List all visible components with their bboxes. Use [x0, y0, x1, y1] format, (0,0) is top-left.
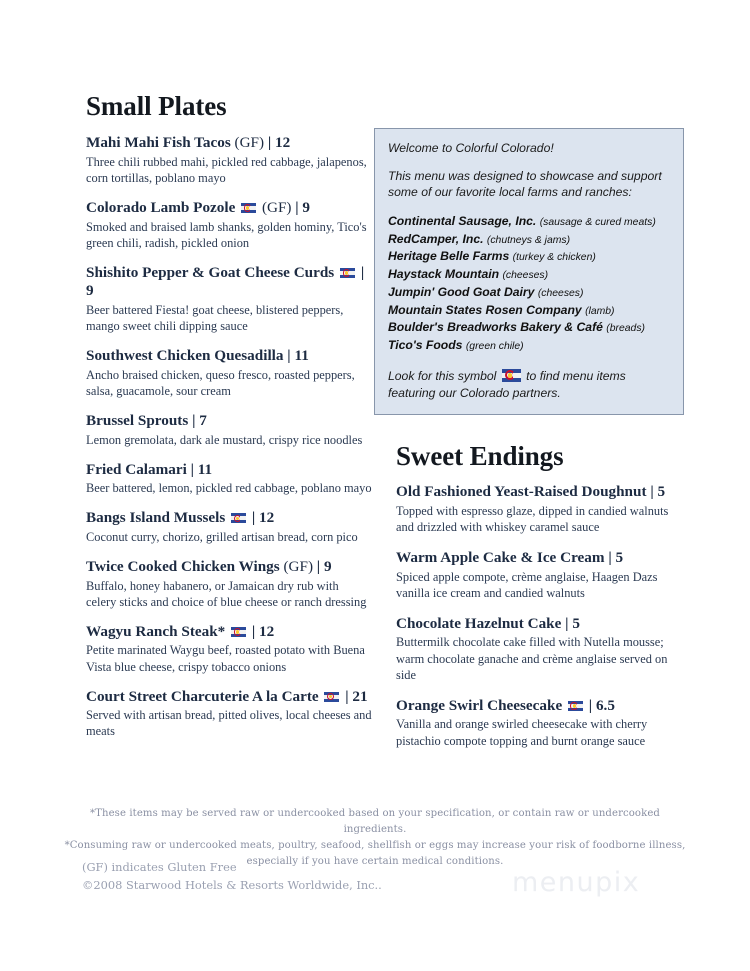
menu-item-heading	[86, 623, 372, 642]
menu-item-name: Mahi Mahi Fish Tacos	[86, 134, 231, 152]
menu-item-price: 5	[615, 549, 624, 567]
menu-item-description: Petite marinated Waygu beef, roasted potato with Buena Vista blue cheese, crispy tobacco onions	[86, 643, 365, 674]
menu-item-description: Beer battered, lemon, pickled red cabbage, poblano mayo	[86, 481, 372, 496]
menu-item-heading	[86, 558, 372, 577]
partner-kind: (cheeses)	[537, 287, 584, 299]
price-separator: |	[287, 347, 291, 365]
price-separator: |	[267, 134, 272, 152]
menu-item-heading	[86, 264, 372, 301]
partner-row	[388, 319, 670, 337]
menu-item-heading	[86, 461, 372, 480]
menu-item-description: Buttermilk chocolate cake filled with Nutella mousse; warm chocolate ganache and crème anglaise served on side	[396, 635, 668, 682]
symbol-note-after: to find menu items featuring our Colorado partners.	[388, 368, 626, 400]
menu-item-description: Three chili rubbed mahi, pickled red cabbage, jalapenos, corn tortillas, poblano mayo	[86, 154, 367, 186]
menu-item	[86, 461, 372, 497]
price-separator: |	[588, 696, 593, 714]
menu-item-name: Fried Calamari	[86, 460, 187, 478]
price-separator: |	[608, 549, 612, 567]
colorado-flag-icon	[568, 701, 583, 711]
partner-name: Haystack Mountain	[388, 267, 500, 282]
menu-item-heading	[86, 688, 372, 707]
menu-item-name: Brussel Sprouts	[86, 412, 189, 430]
footer-note-line-3: especially if you have certain medical conditions.	[246, 855, 504, 867]
menu-item-description: Buffalo, honey habanero, or Jamaican dry rub with celery sticks and choice of blue cheese or ranch dressing	[86, 578, 367, 609]
colorado-flag-icon	[340, 268, 355, 278]
menu-item-description: Served with artisan bread, pitted olives, local cheeses and meats	[86, 708, 372, 739]
menu-item-name: Warm Apple Cake & Ice Cream	[396, 549, 605, 567]
partner-kind: (cheeses)	[502, 270, 549, 282]
partner-row	[388, 284, 670, 302]
menu-item-description: Topped with espresso glaze, dipped in candied walnuts and drizzled with whiskey caramel sauce	[396, 503, 669, 535]
colorado-flag-icon	[502, 369, 521, 382]
sweet-endings-list	[396, 483, 686, 748]
menu-item-name: Court Street Charcuterie A la Carte	[86, 687, 319, 705]
gluten-free-tag: (GF)	[234, 134, 265, 152]
menupix-watermark: menupix	[512, 867, 641, 898]
menu-item-price: 5	[572, 614, 580, 632]
menu-item-price: 9	[302, 199, 311, 217]
menu-item	[86, 688, 372, 740]
menu-item-heading	[396, 549, 686, 568]
partner-name: Jumpin' Good Goat Dairy	[388, 284, 535, 299]
partner-kind: (chutneys & jams)	[486, 234, 571, 246]
partner-kind: (green chile)	[465, 341, 524, 353]
partner-kind: (sausage & cured meats)	[539, 216, 656, 228]
menu-item	[86, 134, 372, 186]
menu-item-heading	[86, 134, 372, 153]
menu-item	[86, 623, 372, 675]
menu-item-heading	[396, 615, 686, 634]
price-separator: |	[565, 614, 569, 632]
welcome-intro: This menu was designed to showcase and support some of our favorite local farms and ranches:	[388, 168, 662, 200]
menu-item-description: Ancho braised chicken, queso fresco, roasted peppers, salsa, guacamole, sour cream	[86, 367, 355, 398]
menu-item	[86, 199, 372, 251]
menu-item-price: 9	[323, 558, 332, 576]
menu-item	[396, 483, 686, 535]
partner-row	[388, 337, 670, 355]
menu-item-heading	[396, 483, 686, 502]
menu-item	[396, 697, 686, 749]
partner-name: Mountain States Rosen Company	[388, 302, 582, 317]
menu-item-name: Colorado Lamb Pozole	[86, 199, 236, 217]
menu-item	[86, 264, 372, 334]
menu-item-description: Smoked and braised lamb shanks, golden hominy, Tico's green chili, radish, pickled onion	[86, 219, 367, 250]
page-title-sweet-endings: Sweet Endings	[396, 441, 564, 471]
partner-row	[388, 302, 670, 320]
menu-item-description: Lemon gremolata, dark ale mustard, crispy rice noodles	[86, 432, 363, 447]
menu-item-heading	[396, 697, 686, 716]
price-separator: |	[192, 412, 196, 430]
menu-item	[86, 347, 372, 399]
footer-legal	[82, 858, 382, 895]
menu-item-name: Shishito Pepper & Goat Cheese Curds	[86, 263, 335, 281]
welcome-greeting: Welcome to Colorful Colorado!	[388, 141, 554, 155]
partner-row	[388, 213, 670, 231]
price-separator: |	[251, 622, 256, 640]
menu-item-name: Orange Swirl Cheesecake	[396, 696, 563, 714]
menu-item	[86, 558, 372, 610]
price-separator: |	[295, 199, 299, 217]
menu-item-heading	[86, 347, 372, 366]
partner-name: RedCamper, Inc.	[388, 231, 484, 246]
menu-item-heading	[86, 412, 372, 431]
menu-item-name: Southwest Chicken Quesadilla	[86, 347, 284, 365]
menu-item-heading	[86, 199, 372, 218]
symbol-note-before: Look for this symbol	[388, 368, 497, 383]
partner-row	[388, 266, 670, 284]
colorado-flag-icon	[324, 692, 339, 702]
menu-item-heading	[86, 509, 372, 528]
gluten-free-tag: (GF)	[283, 558, 313, 576]
menu-item-price: 21	[352, 687, 368, 705]
colorado-flag-icon	[231, 513, 246, 523]
menu-item-price: 12	[275, 134, 291, 152]
colorado-flag-icon	[241, 203, 256, 213]
menu-item	[86, 509, 372, 545]
sweet-endings-column	[396, 442, 686, 763]
gluten-free-note: (GF) indicates Gluten Free	[82, 860, 237, 874]
copyright-note: ©2008 Starwood Hotels & Resorts Worldwide, Inc..	[82, 878, 382, 893]
gluten-free-tag: (GF)	[261, 199, 292, 217]
price-separator: |	[316, 558, 321, 576]
menu-item-price: 11	[197, 460, 213, 478]
partner-name: Tico's Foods	[388, 338, 463, 353]
menu-item-price: 7	[199, 412, 207, 430]
partner-name: Heritage Belle Farms	[388, 249, 510, 264]
price-separator: |	[650, 483, 654, 501]
page-title-small-plates: Small Plates	[86, 91, 227, 121]
partner-name: Continental Sausage, Inc.	[388, 213, 537, 228]
menu-item	[86, 412, 372, 448]
partner-row	[388, 248, 670, 266]
price-separator: |	[360, 263, 365, 281]
menu-item-price: 12	[259, 509, 275, 527]
menu-item-description: Coconut curry, chorizo, grilled artisan bread, corn pico	[86, 529, 358, 544]
partner-kind: (turkey & chicken)	[512, 252, 596, 264]
menu-item-name: Old Fashioned Yeast-Raised Doughnut	[396, 483, 647, 501]
price-separator: |	[345, 687, 349, 705]
menu-item	[396, 549, 686, 601]
partners-list	[388, 213, 670, 355]
menu-item-name: Chocolate Hazelnut Cake	[396, 614, 562, 632]
menu-item-price: 9	[86, 282, 94, 300]
menu-item-price: 12	[259, 622, 275, 640]
welcome-box	[374, 128, 684, 415]
menu-item-description: Vanilla and orange swirled cheesecake with cherry pistachio compote topping and burnt orange sauce	[396, 717, 648, 748]
colorado-flag-icon	[231, 627, 246, 637]
partner-kind: (breads)	[606, 323, 645, 335]
symbol-note	[388, 368, 670, 401]
price-separator: |	[251, 509, 256, 527]
menu-item-price: 6.5	[595, 696, 615, 714]
small-plates-column	[86, 92, 372, 752]
menu-item-description: Beer battered Fiesta! goat cheese, blistered peppers, mango sweet chili dipping sauce	[86, 303, 344, 334]
menu-item	[396, 615, 686, 683]
menu-item-price: 5	[657, 483, 666, 501]
small-plates-list	[86, 134, 372, 739]
menu-item-name: Twice Cooked Chicken Wings	[86, 558, 280, 576]
menu-item-name: Wagyu Ranch Steak*	[86, 622, 226, 640]
partner-row	[388, 231, 670, 249]
footer-note-line-1: *These items may be served raw or undercooked based on your specification, or contain raw or undercooked ingredients.	[90, 808, 660, 835]
partner-name: Boulder's Breadworks Bakery & Café	[388, 320, 603, 335]
menu-item-name: Bangs Island Mussels	[86, 509, 226, 527]
menu-item-price: 11	[294, 347, 309, 365]
menu-item-description: Spiced apple compote, crème anglaise, Haagen Dazs vanilla ice cream and candied walnuts	[396, 569, 658, 600]
welcome-column	[374, 128, 684, 415]
footer-note-line-2: *Consuming raw or undercooked meats, poultry, seafood, shellfish or eggs may increase your risk of foodborne illness,	[64, 839, 686, 851]
partner-kind: (lamb)	[585, 305, 615, 317]
page-footer	[0, 806, 750, 898]
price-separator: |	[190, 460, 194, 478]
